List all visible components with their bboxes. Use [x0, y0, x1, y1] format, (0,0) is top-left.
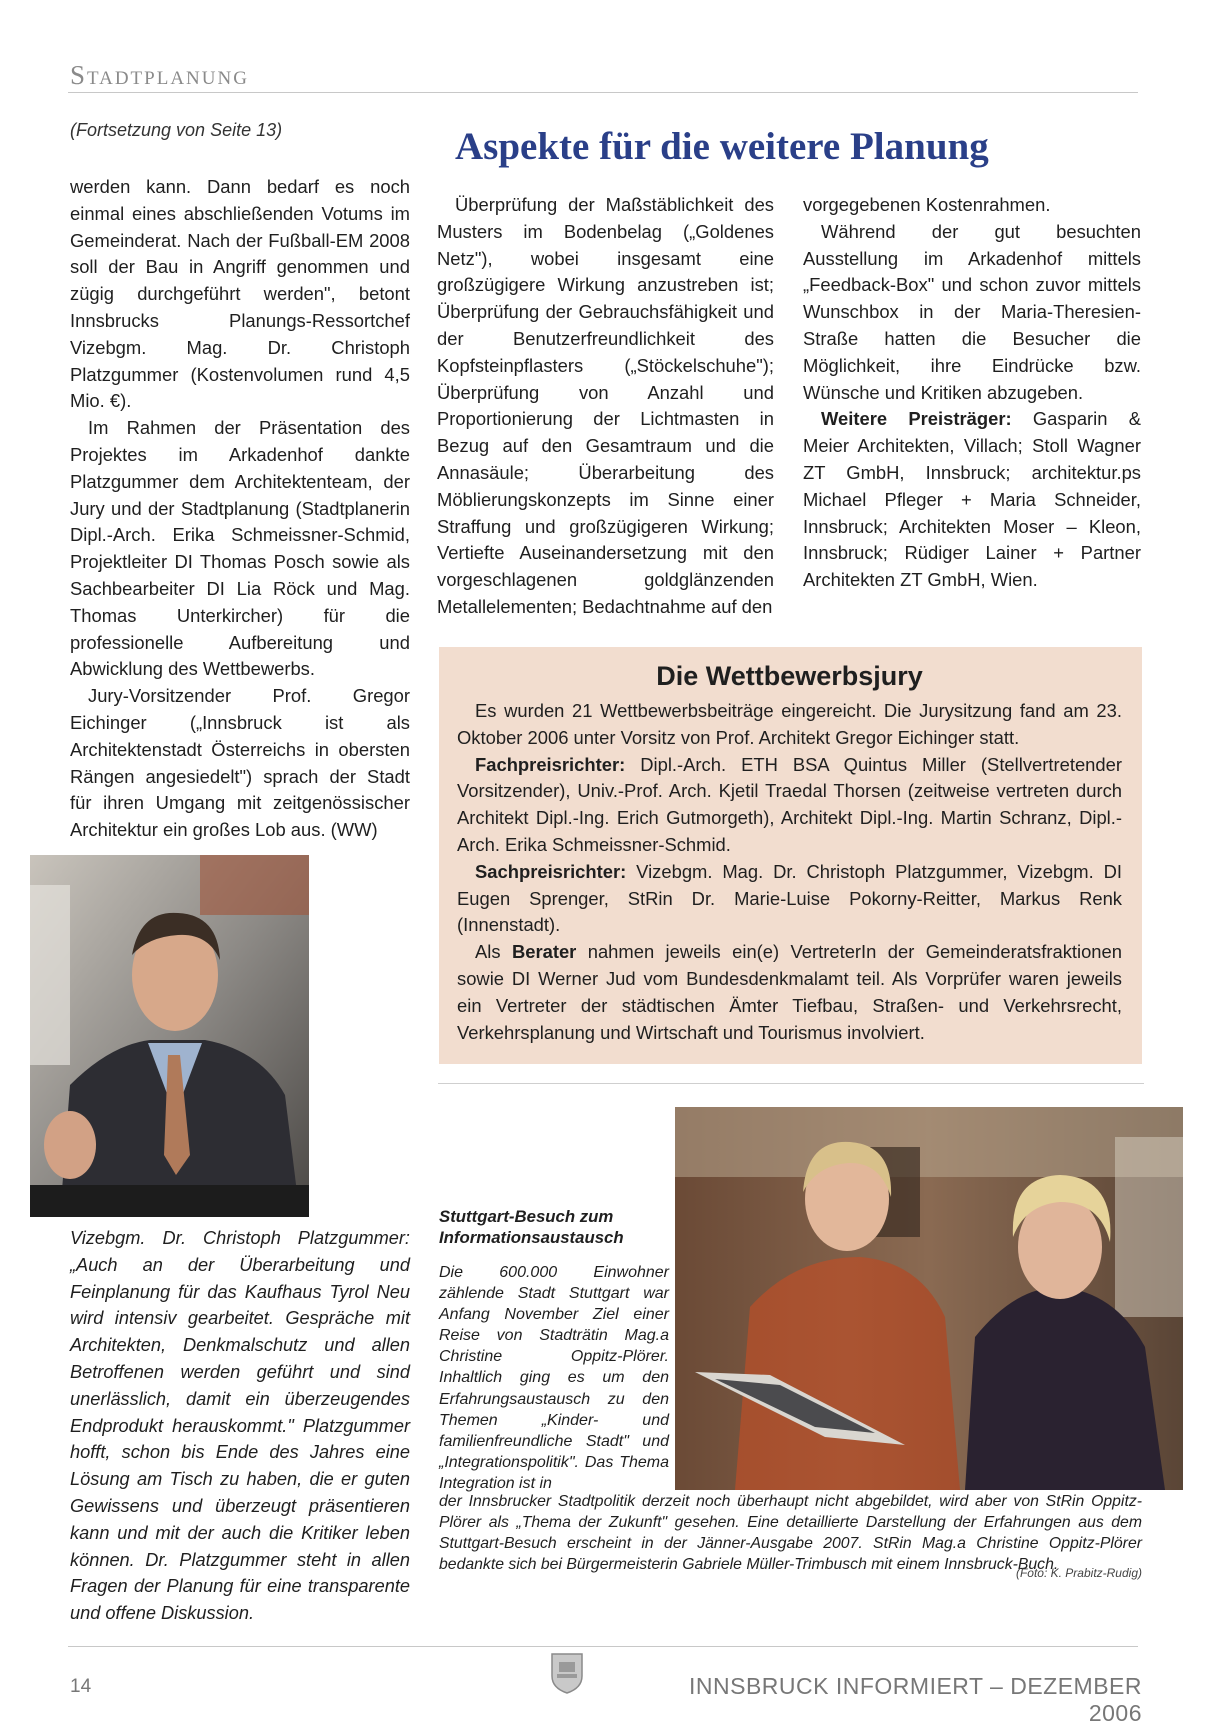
- photo-credit: (Foto: K. Prabitz-Rudig): [1015, 1566, 1142, 1580]
- preistraeger-label: Weitere Preisträger:: [821, 408, 1012, 430]
- left-paragraph-1: werden kann. Dann bedarf es noch einmal eines abschließenden Votums im Gemeinderat. Nach der Fußball-EM 2008 soll der Bau in Angriff genommen und zügig durchgeführt werden", betont Innsbrucks Planungs-Ressortchef Vizebgm. Mag. Dr. Christoph Platzgummer (Kostenvolumen rund 4,5 Mio. €).: [70, 176, 410, 412]
- middle-paragraph: Überprüfung der Maßstäblichkeit des Musters im Bodenbelag („Goldenes Netz"), wobei insgesamt eine großzügigere Wirkung anzustreben ist; Überprüfung der Gebrauchsfähigkeit und der Benutzerfreundlichkeit des Kopfsteinpflasters („Stöckelschuhe"); Überprüfung von Anzahl und Proportionierung der Lichtmasten in Bezug auf den Gesamtraum und die Annasäule; Überarbeitung des Möblierungskonzepts im Sinne einer Straffung und großzügigeren Wirkung; Vertiefte Auseinandersetzung mit den vorgeschlagenen goldglänzenden Metallelementen; Bedachtnahme auf den: [437, 194, 774, 617]
- left-paragraph-2: Im Rahmen der Präsentation des Projektes im Arkadenhof dankte Platzgummer dem Architektenteam, der Jury und der Stadtplanung (Stadtplanerin Dipl.-Arch. Erika Schmeissner-Schmid, Projektleiter DI Thomas Posch sowie als Sachbearbeiter DI Lia Röck und Mag. Thomas Unterkircher) für die professionelle Aufbereitung und Abwicklung des Wettbewerbs.: [70, 417, 410, 680]
- city-crest-icon: [549, 1652, 585, 1694]
- section-title: Stadtplanung: [70, 60, 249, 90]
- right-paragraph-2: Während der gut besuchten Ausstellung im Arkadenhof mittels „Feedback-Box" und schon zuvor mittels Wunschbox in der Maria-Theresien-Straße hatten die Besucher die Möglichkeit, ihre Eindrücke bzw. Wünsche und Kritiken abzugeben.: [803, 220, 1141, 403]
- left-column: [70, 174, 410, 844]
- right-paragraph-1: vorgegebenen Kostenrahmen.: [803, 194, 1051, 215]
- jury-paragraph-2: [457, 752, 1122, 859]
- jury-paragraph-3: [457, 859, 1122, 939]
- page-number: 14: [70, 1676, 92, 1697]
- berater-label: Berater: [511, 941, 577, 963]
- right-column: [803, 192, 1141, 594]
- middle-column: [437, 192, 774, 621]
- jury-box: [439, 647, 1142, 1064]
- photo-stuttgart-visit: [675, 1107, 1183, 1490]
- continuation-note: (Fortsetzung von Seite 13): [70, 120, 283, 140]
- jury-title: Die Wettbewerbsjury: [656, 661, 923, 691]
- photo-platzgummer-caption: Vizebgm. Dr. Christoph Platzgummer: „Auch an der Überarbeitung und Feinplanung für das Kaufhaus Tyrol Neu wird intensiv gearbeitet. Gespräche mit Architekten, Denkmalschutz und allen Betroffenen werden geführt und sind unerlässlich, damit ein überzeugendes Endprodukt herauskommt." Platzgummer hofft, schon bis Ende des Jahres eine Lösung am Tisch zu haben, die er guten Gewissens und überzeugt präsentieren kann und mit der auch die Kritiker leben können. Dr. Platzgummer steht in allen Fragen der Planung für eine transparente und offene Diskussion.: [70, 1228, 410, 1624]
- stuttgart-caption-title: Stuttgart-Besuch zum Informationsaustausch: [439, 1207, 624, 1247]
- berater-text: nahmen jeweils ein(e) VertreterIn der Gemeinderatsfraktionen sowie DI Werner Jud vom Bundesdenkmalamt teil. Als Vorprüfer waren jeweils ein Vertreter der städtischen Ämter Tiefbau, Straßen- und Verkehrsrecht, Verkehrsplanung und Wirtschaft und Tourismus involviert.: [457, 941, 1122, 1043]
- berater-prefix: Als: [475, 941, 512, 963]
- article-headline: Aspekte für die weitere Planung: [455, 125, 989, 168]
- footer-rule: [68, 1646, 1138, 1647]
- section-divider: [438, 1083, 1144, 1084]
- sachpreisrichter-text: Vizebgm. Mag. Dr. Christoph Platzgummer, Vizebgm. DI Eugen Sprenger, StRin Dr. Marie-Luise Pokorny-Reitter, Markus Renk (Innenstadt).: [457, 860, 1122, 936]
- preistraeger-text: Gasparin & Meier Architekten, Villach; Stoll Wagner ZT GmbH, Innsbruck; architektur.ps Michael Pfleger + Maria Schneider, Innsbruck; Architekten Moser – Kleon, Innsbruck; Rüdiger Lainer + Partner Architekten ZT GmbH, Wien.: [803, 408, 1142, 591]
- sachpreisrichter-label: Sachpreisrichter:: [475, 860, 627, 882]
- stuttgart-caption-continued: der Innsbrucker Stadtpolitik derzeit noch überhaupt nicht abgebildet, wird aber von StRin Oppitz-Plörer als „Thema der Zukunft" gesehen. Eine detaillierte Darstellung der Erfahrungen aus dem Stuttgart-Besuch erscheint in der Jänner-Ausgabe 2007. StRin Mag.a Christine Oppitz-Plörer bedankte sich bei Bürgermeisterin Gabriele Müller-Trimbusch mit einem Innsbruck-Buch.: [439, 1493, 1142, 1574]
- stuttgart-caption-body: Die 600.000 Einwohner zählende Stadt Stuttgart war Anfang November Ziel einer Reise von Stadträtin Mag.a Christine Oppitz-Plörer. Inhaltlich ging es um den Erfahrungsaustausch zu den Themen „Kinder- und familienfreundliche Stadt" und „Integrationspolitik". Das Thema Integration ist in: [439, 1264, 669, 1492]
- publication-footer: INNSBRUCK INFORMIERT – DEZEMBER 2006: [689, 1673, 1142, 1726]
- fachpreisrichter-text: Dipl.-Arch. ETH BSA Quintus Miller (Stellvertretender Vorsitzender), Univ.-Prof. Arch. Kjetil Traedal Thorsen (zeitweise vertreten durch Architekt Dipl.-Ing. Erich Gutmorgeth), Architekt Dipl.-Ing. Martin Schranz, Dipl.-Arch. Erika Schmeissner-Schmid.: [457, 753, 1122, 855]
- photo-platzgummer: [30, 855, 309, 1217]
- fachpreisrichter-label: Fachpreisrichter:: [475, 753, 626, 775]
- header-rule: [68, 92, 1138, 93]
- right-paragraph-3: [803, 406, 1141, 594]
- left-paragraph-3: Jury-Vorsitzender Prof. Gregor Eichinger („Innsbruck ist als Architektenstadt Österreichs in obersten Rängen angesiedelt") sprach der Stadt für ihren Umgang mit zeitgenössischer Architektur ein großes Lob aus. (WW): [70, 685, 410, 841]
- jury-paragraph-4: [457, 939, 1122, 1046]
- jury-paragraph-1: Es wurden 21 Wettbewerbsbeiträge eingereicht. Die Jurysitzung fand am 23. Oktober 2006 unter Vorsitz von Prof. Architekt Gregor Eichinger statt.: [457, 700, 1122, 748]
